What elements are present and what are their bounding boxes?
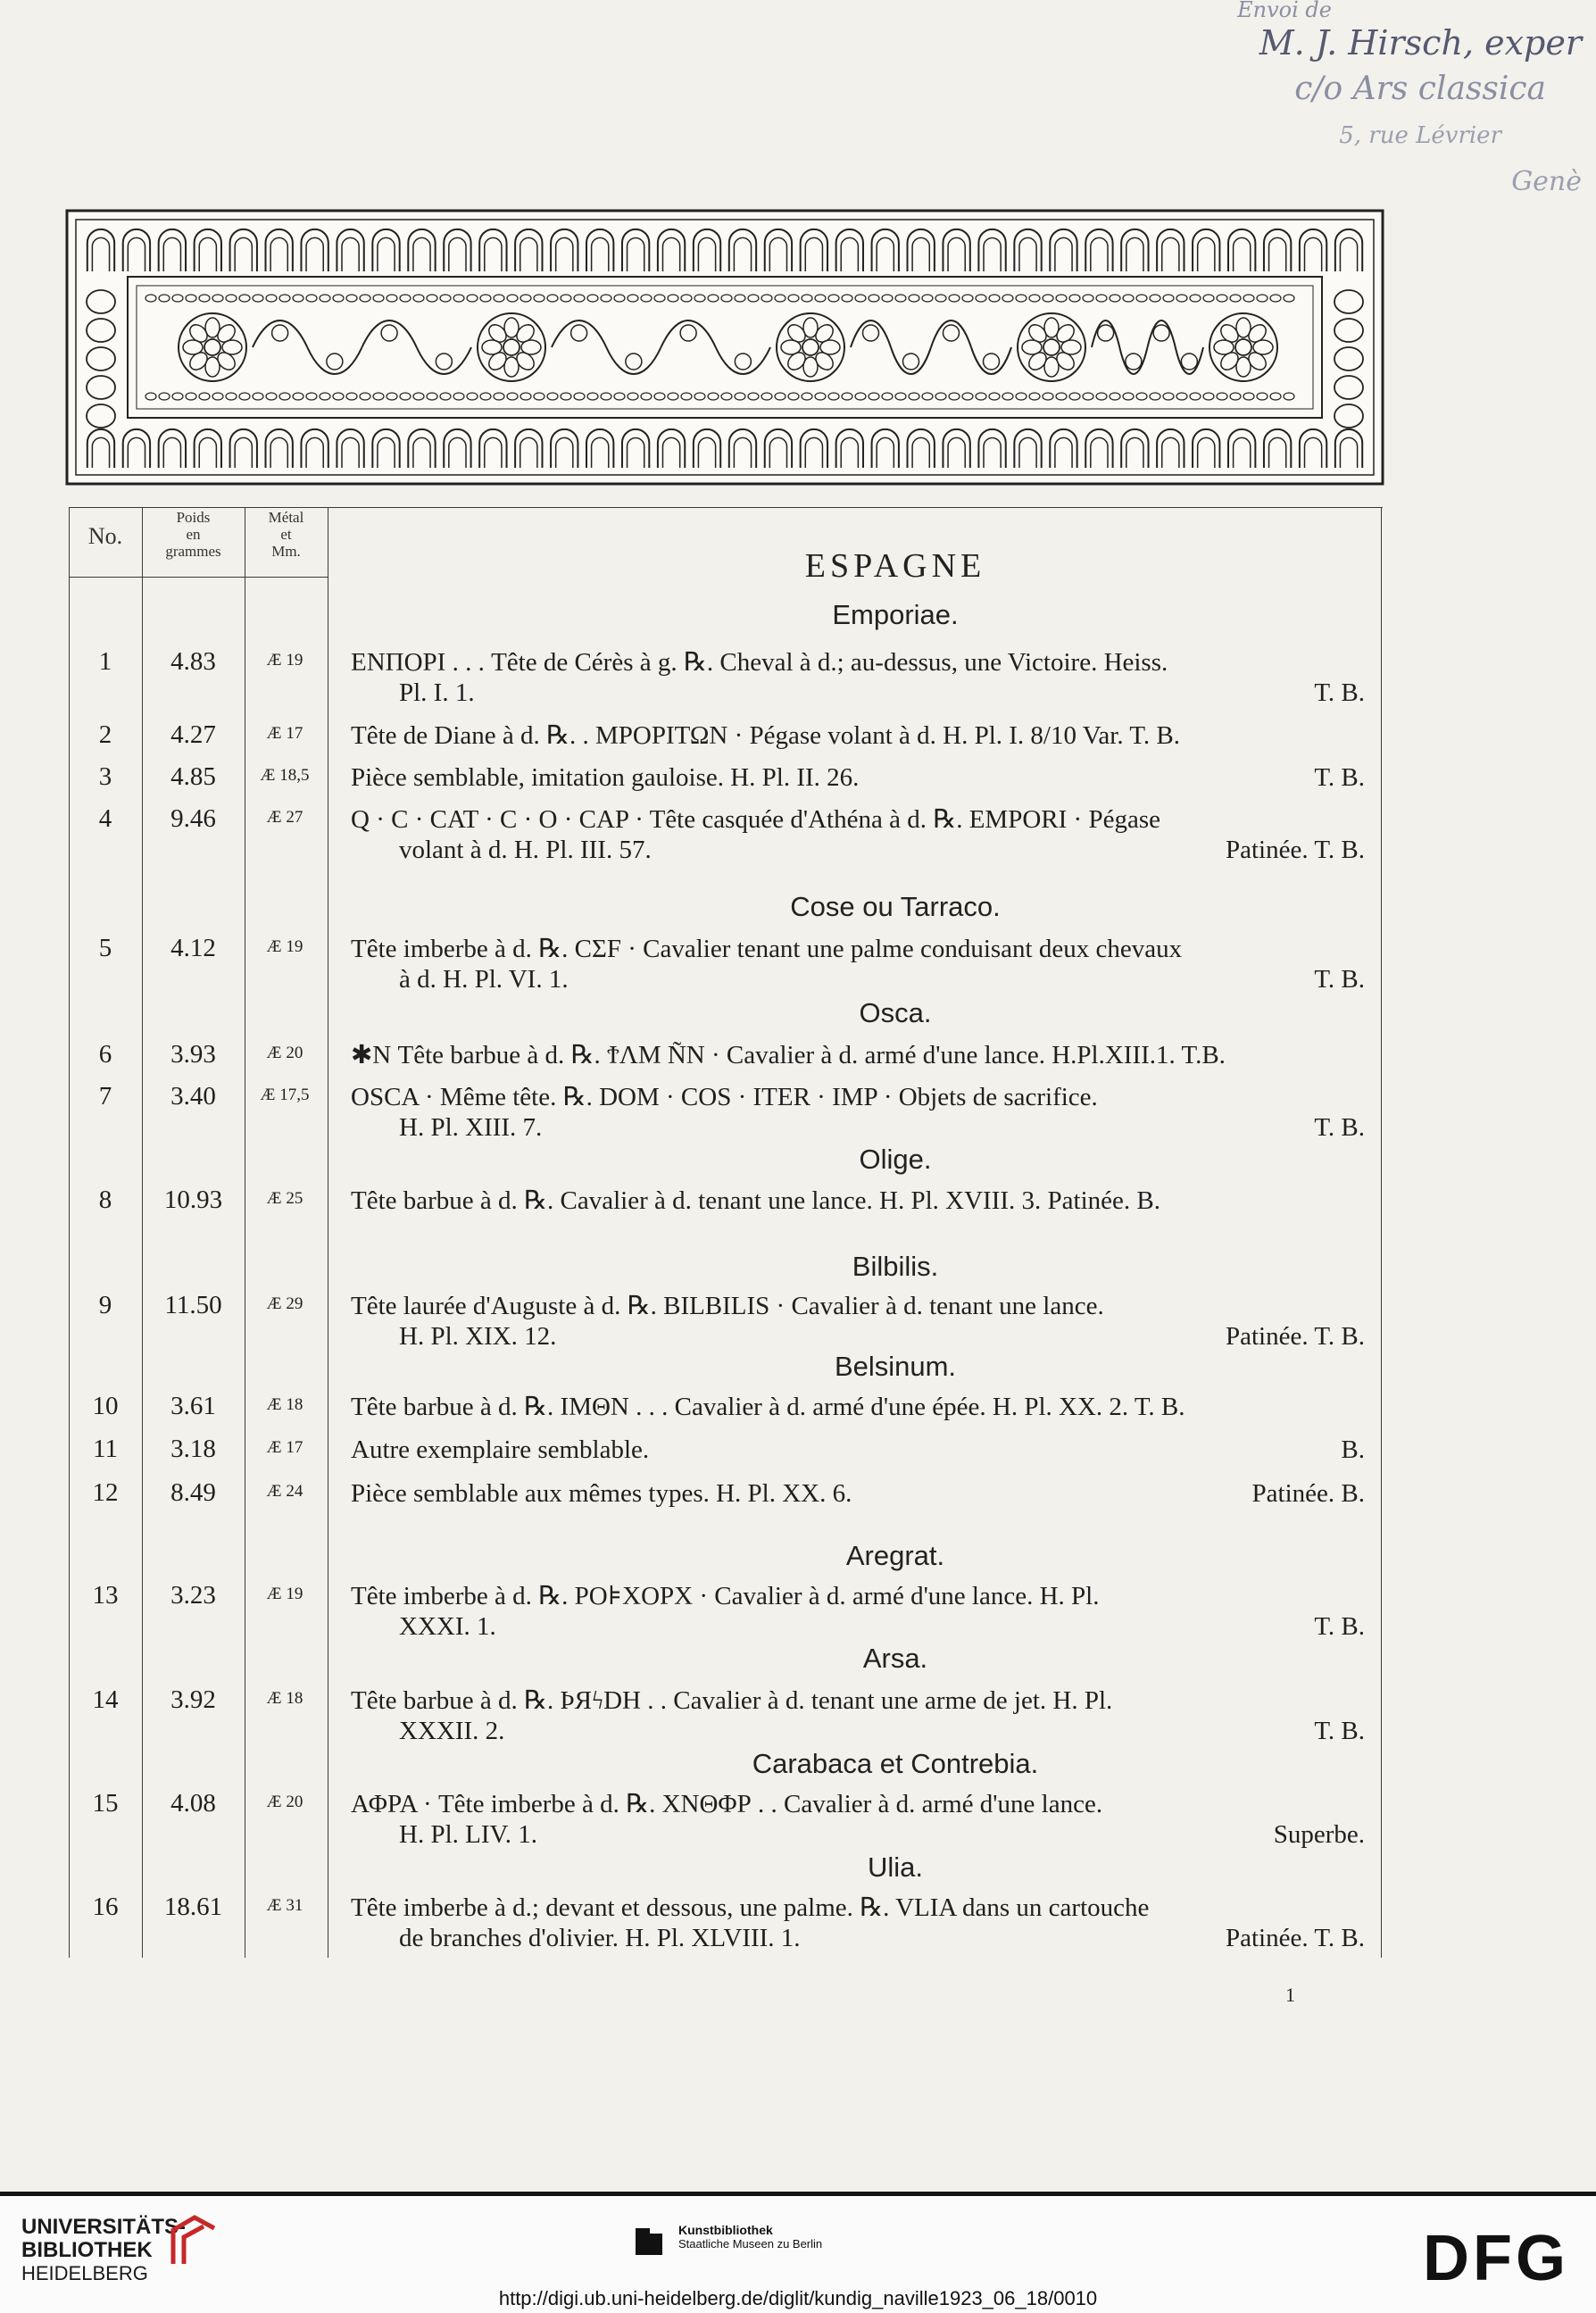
library-name-line: HEIDELBERG	[21, 2262, 148, 2284]
entry-weight: 4.12	[170, 934, 216, 962]
dfg-logo[interactable]: DFG	[1423, 2223, 1569, 2294]
entry-weight: 4.85	[170, 762, 216, 791]
header-poids-line: Poids	[176, 509, 211, 526]
description-text: H. Pl. LIV. 1.	[399, 1820, 537, 1849]
entry-grade: T. B.	[1314, 965, 1365, 994]
description-line: ΕΝΠΟΡΙ . . . Tête de Cérès à g. ℞. Cheval à d.; au-dessus, une Victoire. Heiss.	[351, 648, 1168, 677]
description-text: volant à d. H. Pl. III. 57.	[399, 836, 652, 864]
entry-grade: Superbe.	[1273, 1820, 1365, 1849]
entry-description	[351, 1789, 1365, 1850]
entry-weight: 8.49	[170, 1478, 216, 1507]
entry-number: 2	[98, 720, 112, 749]
description-line	[351, 1321, 1365, 1352]
entry-number: 12	[92, 1478, 119, 1507]
entry-grade: Patinée. T. B.	[1226, 1924, 1365, 1952]
entry-description	[351, 1082, 1365, 1143]
entry-number: 16	[92, 1893, 119, 1921]
header-poids	[142, 509, 245, 560]
entry-number: 14	[92, 1685, 119, 1714]
annotation-line: 5, rue Lévrier	[1339, 122, 1501, 149]
entry-grade: T. B.	[1314, 1612, 1365, 1641]
description-line	[351, 1112, 1365, 1143]
description-line	[351, 1611, 1365, 1642]
entry-number: 10	[92, 1392, 119, 1420]
description-text: Pièce semblable, imitation gauloise. H. Pl. II. 26.	[351, 763, 860, 792]
page-number: 1	[1285, 1984, 1295, 2006]
entry-number: 8	[98, 1186, 112, 1214]
permalink-url[interactable]: http://digi.ub.uni-heidelberg.de/diglit/kundig_naville1923_06_18/0010	[498, 2287, 1098, 2309]
entry-number: 6	[98, 1040, 112, 1069]
entry-number: 15	[92, 1789, 119, 1818]
entry-weight: 3.92	[170, 1685, 216, 1714]
library-name-line: BIBLIOTHEK	[21, 2238, 153, 2262]
entry-weight: 9.46	[170, 804, 216, 833]
description-line: OSCA · Même tête. ℞. DOM · COS · ITER · IMP · Objets de sacrifice.	[351, 1083, 1098, 1111]
description-text: H. Pl. XIX. 12.	[399, 1322, 557, 1351]
entry-metal: Æ 19	[266, 1585, 303, 1603]
description-line: Tête laurée d'Auguste à d. ℞. BILBILIS · Cavalier à d. tenant une lance.	[351, 1292, 1104, 1320]
entry-number: 5	[98, 934, 112, 962]
entry-grade: T. B.	[1314, 1113, 1365, 1142]
section-heading-arsa: Arsa.	[862, 1643, 928, 1674]
entry-grade: T. B.	[1314, 1717, 1365, 1745]
decorative-ornament-band	[65, 209, 1384, 486]
entry-weight: 3.93	[170, 1040, 216, 1069]
description-line: Tête barbue à d. ℞. ΙΜΘΝ . . . Cavalier à d. armé d'une épée. H. Pl. XX. 2. T. B.	[351, 1393, 1185, 1421]
description-line	[351, 964, 1365, 994]
entry-metal: Æ 17,5	[260, 1086, 310, 1104]
entry-grade: T. B.	[1314, 678, 1365, 707]
entry-metal: Æ 31	[266, 1896, 303, 1915]
entry-description	[351, 1685, 1365, 1746]
header-poids-line: grammes	[165, 543, 221, 560]
library-name-line: UNIVERSITÄTS-	[21, 2215, 187, 2239]
library-emblem-icon	[164, 2210, 227, 2273]
description-line	[351, 1923, 1365, 1953]
description-text: Pl. I. 1.	[399, 678, 475, 707]
entry-description	[351, 1435, 1365, 1465]
description-line: Tête barbue à d. ℞. Cavalier à d. tenant une lance. H. Pl. XVIII. 3. Patinée. B.	[351, 1186, 1160, 1215]
entry-metal: Æ 20	[266, 1793, 303, 1811]
description-line	[351, 1716, 1365, 1746]
section-heading-cose: Cose ou Tarraco.	[790, 891, 1001, 922]
description-line	[351, 678, 1365, 708]
entry-weight: 4.83	[170, 647, 216, 676]
entry-number: 1	[98, 647, 112, 676]
section-heading-olige: Olige.	[859, 1144, 932, 1175]
entry-weight: 3.23	[170, 1581, 216, 1610]
entry-number: 11	[93, 1435, 118, 1463]
entry-number: 13	[92, 1581, 119, 1610]
entry-weight: 4.27	[170, 720, 216, 749]
kunstbibliothek-title: Kunstbibliothek	[678, 2223, 773, 2237]
header-poids-line: en	[186, 526, 201, 543]
entry-description	[351, 1291, 1365, 1352]
section-heading-carabaca: Carabaca et Contrebia.	[752, 1748, 1039, 1779]
header-no: No.	[87, 523, 123, 549]
entry-metal: Æ 25	[266, 1189, 303, 1208]
entry-weight: 3.61	[170, 1392, 216, 1420]
entry-grade: Patinée. T. B.	[1226, 1322, 1365, 1351]
kunstbibliothek-subtitle: Staatliche Museen zu Berlin	[678, 2237, 823, 2251]
description-text: Autre exemplaire semblable.	[351, 1435, 650, 1464]
entry-metal: Æ 19	[266, 651, 303, 670]
entry-metal: Æ 18	[266, 1689, 303, 1708]
entry-description	[351, 934, 1365, 994]
entry-metal: Æ 27	[266, 808, 303, 827]
description-line: ✱Ν Tête barbue à d. ℞. ϮΛΜ ÑΝ · Cavalier à d. armé d'une lance. H.Pl.XIII.1. T.B.	[351, 1041, 1226, 1069]
table-border-right	[1381, 507, 1382, 1958]
description-text: XXXII. 2.	[399, 1717, 505, 1745]
description-text: de branches d'olivier. H. Pl. XLVIII. 1.	[399, 1924, 801, 1952]
entry-metal: Æ 18	[266, 1395, 303, 1414]
kunstbibliothek-emblem-icon	[636, 2221, 666, 2257]
description-line: Tête imberbe à d. ℞. CΣF · Cavalier tenant une palme conduisant deux chevaux	[351, 935, 1183, 963]
annotation-line: c/o Ars classica	[1294, 71, 1546, 107]
entry-weight: 10.93	[163, 1186, 223, 1214]
description-line: Tête barbue à d. ℞. ÞЯϟDΗ . . Cavalier à d. tenant une arme de jet. H. Pl.	[351, 1686, 1113, 1715]
coin-catalogue-table	[69, 507, 1383, 1958]
entry-number: 3	[98, 762, 112, 791]
header-metal-line: Métal	[268, 509, 304, 526]
entry-weight: 11.50	[164, 1291, 222, 1319]
entry-description	[351, 647, 1365, 708]
viewer-footer	[0, 2196, 1596, 2313]
description-line: Tête imberbe à d.; devant et dessous, une palme. ℞. VLIA dans un cartouche	[351, 1893, 1150, 1922]
entry-grade: Patinée. T. B.	[1226, 836, 1365, 864]
entry-metal: Æ 29	[266, 1294, 303, 1313]
kunstbibliothek-logo[interactable]	[678, 2223, 822, 2251]
entry-number: 9	[98, 1291, 112, 1319]
description-text: H. Pl. XIII. 7.	[399, 1113, 543, 1142]
description-line	[351, 1819, 1365, 1850]
section-title-espagne: ESPAGNE	[804, 547, 986, 585]
annotation-line: Envoi de	[1237, 0, 1332, 22]
entry-description	[351, 720, 1365, 751]
section-heading-belsinum: Belsinum.	[834, 1351, 957, 1382]
section-heading-ulia: Ulia.	[867, 1851, 923, 1883]
entry-description	[351, 762, 1365, 793]
entry-description	[351, 1186, 1365, 1216]
entry-description	[351, 1581, 1365, 1642]
section-heading-emporiae: Emporiae.	[832, 599, 959, 630]
entry-description	[351, 1478, 1365, 1509]
entry-number: 7	[98, 1082, 112, 1111]
entry-metal: Æ 18,5	[260, 766, 310, 785]
description-line	[351, 835, 1365, 865]
header-metal-line: et	[280, 526, 292, 543]
entry-description	[351, 1392, 1365, 1422]
entry-grade: T. B.	[1314, 763, 1365, 792]
description-line: Tête imberbe à d. ℞. ΡΟ⊧ΧΟΡΧ · Cavalier à d. armé d'une lance. H. Pl.	[351, 1582, 1100, 1610]
entry-metal: Æ 20	[266, 1044, 303, 1062]
annotation-line: M. J. Hirsch, exper	[1259, 23, 1582, 62]
entry-weight: 3.40	[170, 1082, 216, 1111]
entry-metal: Æ 17	[266, 1438, 303, 1457]
description-text: Pièce semblable aux mêmes types. H. Pl. XX. 6.	[351, 1479, 852, 1508]
header-metal	[245, 509, 328, 560]
entry-description	[351, 1893, 1365, 1953]
description-text: XXXI. 1.	[399, 1612, 496, 1641]
header-underline	[69, 577, 328, 578]
table-border-top	[69, 507, 1383, 508]
entry-metal: Æ 19	[266, 937, 303, 956]
handwritten-annotation	[1207, 0, 1582, 205]
section-heading-osca: Osca.	[859, 997, 932, 1028]
entry-metal: Æ 17	[266, 724, 303, 743]
entry-weight: 3.18	[170, 1435, 216, 1463]
description-line: Q · C · CAT · C · O · CAP · Tête casquée d'Athéna à d. ℞. EMPORI · Pégase	[351, 805, 1160, 834]
section-heading-bilbilis: Bilbilis.	[852, 1251, 939, 1282]
entry-metal: Æ 24	[266, 1482, 303, 1501]
entry-description	[351, 1040, 1365, 1070]
entry-grade: B.	[1341, 1435, 1365, 1464]
description-line: Tête de Diane à d. ℞. . ΜΡΟΡΙΤΩΝ · Pégase volant à d. H. Pl. I. 8/10 Var. T. B.	[351, 721, 1180, 750]
entry-weight: 4.08	[170, 1789, 216, 1818]
entry-weight: 18.61	[163, 1893, 223, 1921]
entry-number: 4	[98, 804, 112, 833]
description-text: à d. H. Pl. VI. 1.	[399, 965, 569, 994]
ornament-frame	[67, 211, 1383, 484]
section-heading-aregrat: Aregrat.	[845, 1540, 945, 1571]
description-line: ΑΦΡΑ · Tête imberbe à d. ℞. ΧΝΘΦΡ . . Cavalier à d. armé d'une lance.	[351, 1790, 1103, 1818]
university-library-logo[interactable]	[21, 2216, 186, 2285]
annotation-line: Genè	[1511, 166, 1582, 197]
entry-description	[351, 804, 1365, 865]
entry-grade: Patinée. B.	[1251, 1479, 1365, 1508]
header-metal-line: Mm.	[271, 543, 301, 560]
